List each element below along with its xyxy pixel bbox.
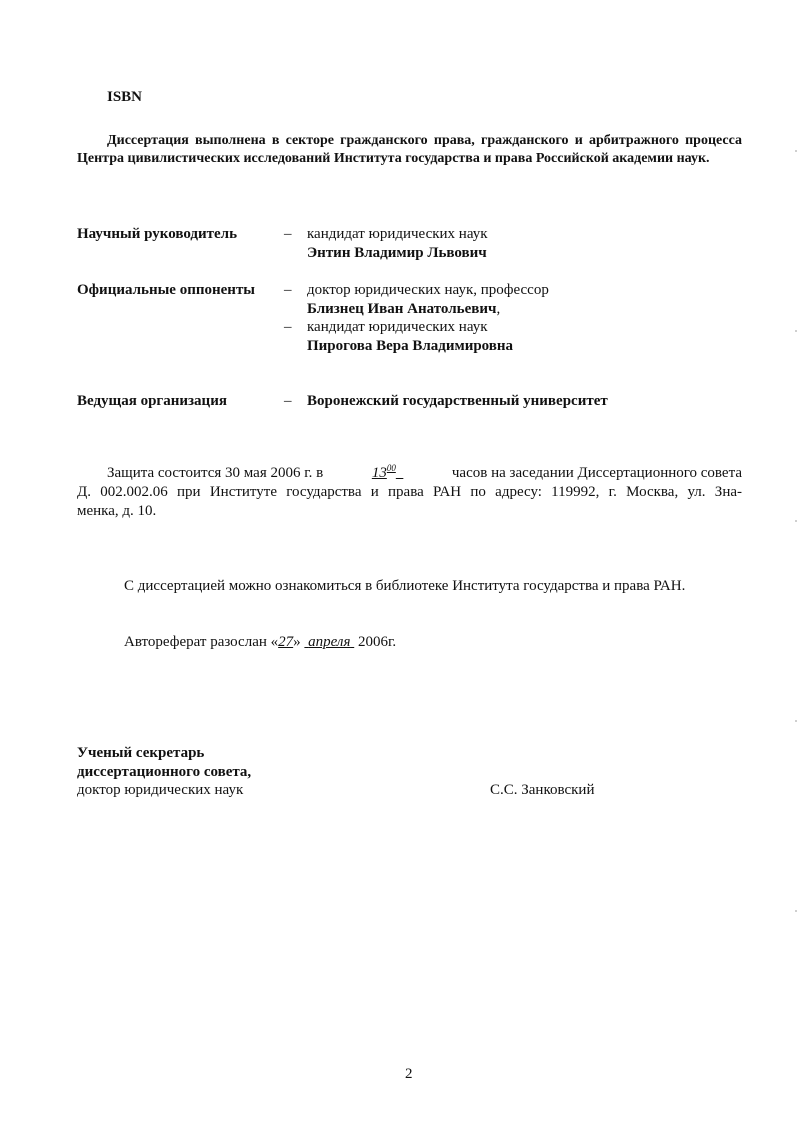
- opponent-2-dash: –: [284, 319, 292, 335]
- leading-org-label: Ведущая организация: [77, 393, 227, 409]
- opponent-1-name: Близнец Иван Анатольевич: [307, 301, 497, 317]
- defense-text-1: Защита состоится 30 мая 2006 г. в: [107, 465, 324, 481]
- leading-org-dash: –: [284, 393, 292, 409]
- defense-hour: 13: [371, 465, 387, 481]
- sent-date-line: [124, 634, 396, 651]
- scan-speck: [795, 330, 797, 332]
- opponent-1-name-line: Близнец Иван Анатольевич,: [307, 301, 501, 317]
- opponent-2-degree: кандидат юридических наук: [307, 319, 488, 335]
- defense-text-2: часов на заседании Диссертационного совета: [451, 465, 742, 481]
- scan-speck: [795, 520, 797, 522]
- defense-line-2: Д. 002.002.06 при Институте государства и права РАН по адресу: 119992, г. Москва, ул. Зна-: [77, 484, 742, 500]
- opponent-1-dash: –: [284, 282, 292, 298]
- sent-mid: »: [293, 634, 301, 650]
- sent-year: 2006г.: [357, 634, 397, 650]
- scan-speck: [795, 150, 797, 152]
- library-note: С диссертацией можно ознакомиться в библиотеке Института государства и права РАН.: [124, 578, 686, 594]
- sent-prefix: Автореферат разослан «: [124, 634, 279, 650]
- intro-paragraph: Диссертация выполнена в секторе гражданского права, гражданского и арбитражного процесса Центра цивилистических исследований Института государства и права Российской академии наук.: [77, 133, 742, 166]
- defense-minutes: 00: [386, 463, 396, 473]
- opponent-2-name: Пирогова Вера Владимировна: [307, 338, 514, 354]
- opponents-label: Официальные оппоненты: [77, 282, 256, 298]
- opponent-1-degree: доктор юридических наук, профессор: [307, 282, 549, 298]
- secretary-title-2: диссертационного совета,: [77, 764, 252, 780]
- page-number: 2: [405, 1066, 413, 1082]
- leading-org-name: Воронежский государственный университет: [307, 393, 608, 409]
- defense-line-1: [107, 465, 742, 482]
- defense-line-3: менка, д. 10.: [77, 503, 157, 519]
- scan-speck: [795, 720, 797, 722]
- secretary-title-1: Ученый секретарь: [77, 745, 205, 761]
- defense-time: [372, 465, 404, 482]
- supervisor-dash: –: [284, 226, 292, 242]
- sent-day: 27: [278, 634, 294, 650]
- supervisor-degree: кандидат юридических наук: [307, 226, 488, 242]
- isbn-label: ISBN: [107, 89, 143, 105]
- secretary-name: С.С. Занковский: [490, 782, 595, 798]
- secretary-degree: доктор юридических наук: [77, 782, 244, 798]
- supervisor-label: Научный руководитель: [77, 226, 237, 242]
- supervisor-name: Энтин Владимир Львович: [307, 245, 487, 261]
- scan-speck: [795, 910, 797, 912]
- sent-month: апреля: [308, 634, 351, 650]
